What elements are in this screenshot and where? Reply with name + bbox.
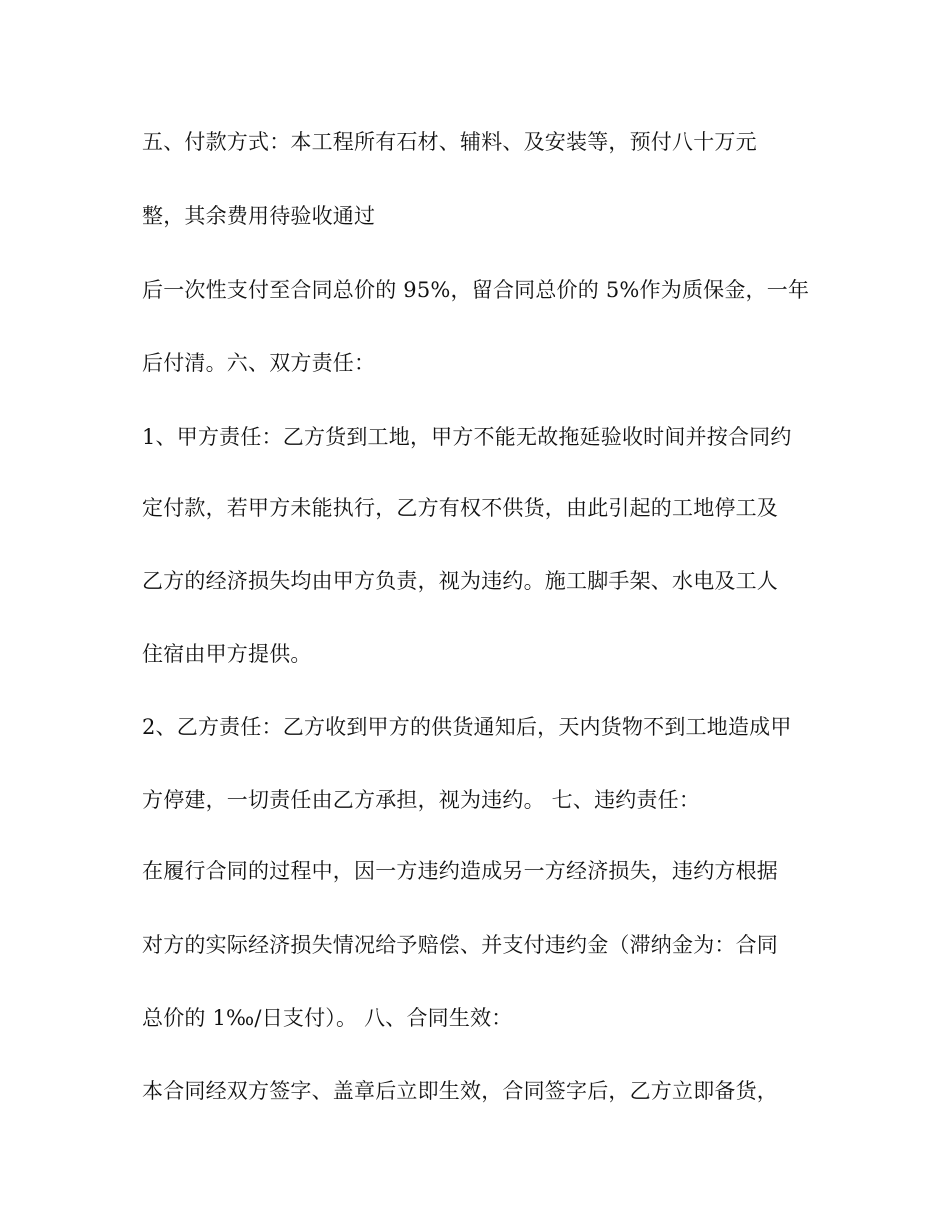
text-line: 后付清。六、双方责任： [142, 351, 376, 375]
text-line: 五、付款方式：本工程所有石材、辅料、及安装等，预付八十万元 [142, 130, 757, 154]
text-line: 2、乙方责任：乙方收到甲方的供货通知后，天内货物不到工地造成甲 [142, 715, 792, 739]
text-line: 对方的实际经济损失情况给予赔偿、并支付违约金（滞纳金为：合同 [142, 933, 778, 957]
text-line: 本合同经双方签字、盖章后立即生效，合同签字后，乙方立即备货， [142, 1079, 778, 1103]
text-line: 1、甲方责任：乙方货到工地，甲方不能无故拖延验收时间并按合同约 [142, 425, 792, 449]
text-line: 方停建，一切责任由乙方承担，视为违约。 七、违约责任： [142, 788, 701, 812]
text-line: 乙方的经济损失均由甲方负责，视为违约。施工脚手架、水电及工人 [142, 569, 778, 593]
text-line: 后一次性支付至合同总价的 95%，留合同总价的 5%作为质保金，一年 [142, 278, 810, 302]
text-line: 整，其余费用待验收通过 [142, 204, 376, 228]
text-line: 住宿由甲方提供。 [142, 642, 312, 666]
text-line: 定付款，若甲方未能执行，乙方有权不供货，由此引起的工地停工及 [142, 496, 778, 520]
text-line: 在履行合同的过程中，因一方违约造成另一方经济损失，违约方根据 [142, 859, 778, 883]
text-line: 总价的 1‰/日支付）。 八、合同生效： [142, 1006, 513, 1030]
